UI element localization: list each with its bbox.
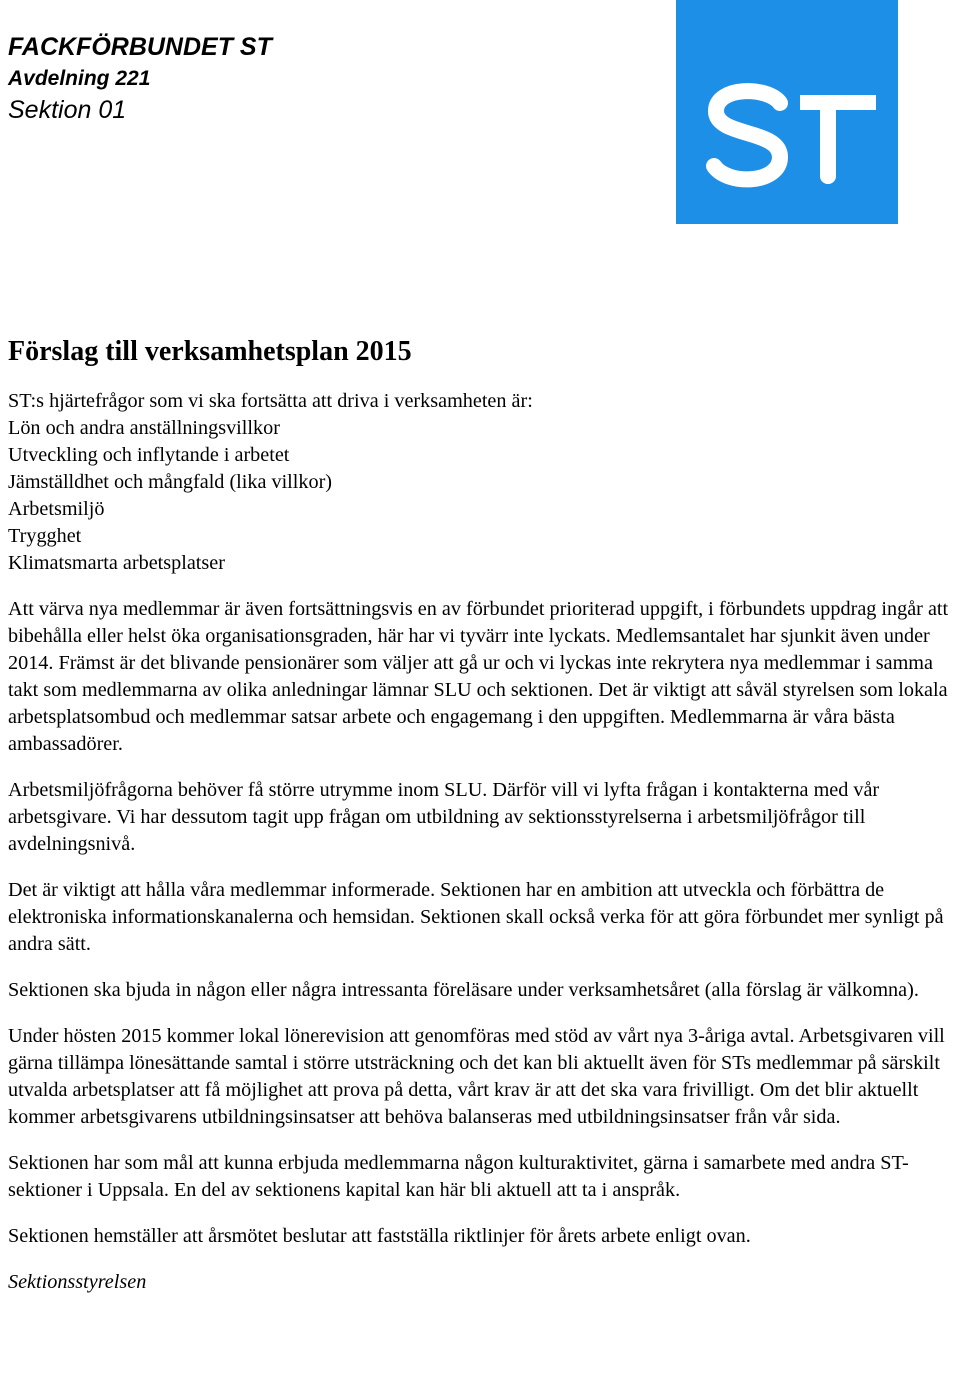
paragraph-work-environment: Arbetsmiljöfrågorna behöver få större utrymme inom SLU. Därför vill vi lyfta frågan i kontakterna med vår arbetsgivare. Vi har dessutom tagit upp frågan om utbildning av sektionsstyrelserna i arbetsmiljöfrågor till avdelningsnivå. [8,779,880,855]
heart-issue-item: Jämställdhet och mångfald (lika villkor) [8,471,333,493]
heart-issue-item: Arbetsmiljö [8,498,105,520]
signature: Sektionsstyrelsen [8,1271,147,1293]
intro-text: ST:s hjärtefrågor som vi ska fortsätta att driva i verksamheten är: [8,390,533,412]
heart-issue-item: Utveckling och inflytande i arbetet [8,444,290,466]
paragraph-resolution: Sektionen hemställer att årsmötet beslutar att fastställa riktlinjer för årets arbete enligt ovan. [8,1225,751,1247]
paragraph-salary-revision: Under hösten 2015 kommer lokal lönerevision att genomföras med stöd av vårt nya 3-åriga avtal. Arbetsgivaren vill gärna tillämpa lönesättande samtal i större utsträckning och det kan bli aktuellt även för STs medlemmar på särskilt utvalda arbetsplatser att få möjlighet att prova på detta, vårt krav är att det ska vara frivilligt. Om det blir aktuellt kommer arbetsgivarens utbildningsinsatser att behöva balanseras med utbildningsinsatser från vår sida. [8,1025,945,1128]
st-logo [676,0,898,224]
heart-issue-item: Klimatsmarta arbetsplatser [8,552,225,574]
paragraph-lecturers: Sektionen ska bjuda in någon eller några intressanta föreläsare under verksamhetsåret (alla förslag är välkomna). [8,979,919,1001]
letterhead [8,30,272,126]
paragraph-culture: Sektionen har som mål att kunna erbjuda medlemmarna någon kulturaktivitet, gärna i samarbete med andra ST-sektioner i Uppsala. En del av sektionens kapital kan här bli aktuell att ta i anspråk. [8,1152,909,1201]
organization-name: FACKFÖRBUNDET ST [8,33,272,61]
heart-issue-item: Lön och andra anställningsvillkor [8,417,280,439]
heart-issues-block [8,388,953,577]
paragraph-recruitment: Att värva nya medlemmar är även fortsättningsvis en av förbundet prioriterad uppgift, i förbundets uppdrag ingår att bibehålla eller helst öka organisationsgraden, här har vi tyvärr inte lyckats. Medlemsantalet har sjunkit även under 2014. Främst är det blivande pensionärer som väljer att gå ur och vi lyckas inte rekrytera nya medlemmar i samma takt som medlemmarna av olika anledningar lämnar SLU och sektionen. Det är viktigt att såväl styrelsen som lokala arbetsplatsombud och medlemmar satsar arbete och engagemang i den uppgiften. Medlemmarna är våra bästa ambassadörer. [8,598,949,755]
paragraph-information: Det är viktigt att hålla våra medlemmar informerade. Sektionen har en ambition att utveckla och förbättra de elektroniska informationskanalerna och hemsidan. Sektionen skall också verka för att göra förbundet mer synligt på andra sätt. [8,879,944,955]
section-name: Sektion 01 [8,96,127,124]
document-body [8,334,953,1296]
document-title: Förslag till verksamhetsplan 2015 [8,336,412,367]
heart-issue-item: Trygghet [8,525,82,547]
division-name: Avdelning 221 [8,67,151,90]
st-logo-mark [676,0,898,224]
